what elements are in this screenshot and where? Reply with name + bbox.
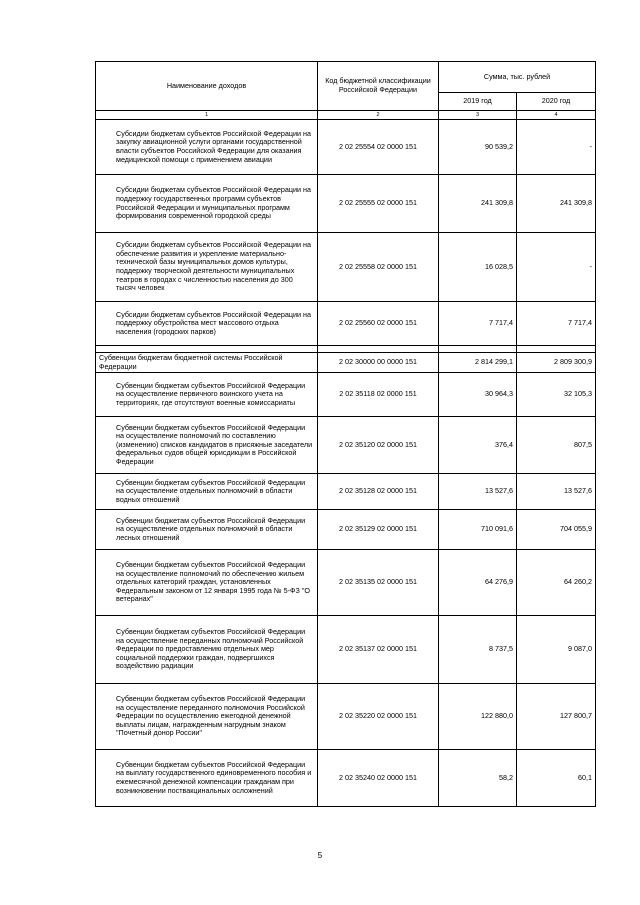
row-value-2019: 122 880,0 bbox=[439, 684, 517, 750]
row-code: 2 02 25555 02 0000 151 bbox=[318, 175, 439, 233]
table-row bbox=[96, 417, 596, 474]
row-code: 2 02 35220 02 0000 151 bbox=[318, 684, 439, 750]
row-value-2020: 127 800,7 bbox=[517, 684, 596, 750]
row-code: 2 02 35129 02 0000 151 bbox=[318, 510, 439, 550]
row-code: 2 02 35137 02 0000 151 bbox=[318, 616, 439, 684]
row-name: Субвенции бюджетам субъектов Российской Федерации на осуществление полномочий по обеспечению жильем отдельных категорий граждан, установленных Федеральным законом от 12 января 1995 года № 5-ФЗ "О ветеранах" bbox=[96, 550, 318, 616]
column-number: 4 bbox=[517, 111, 596, 120]
row-name: Субсидии бюджетам субъектов Российской Федерации на поддержку обустройства мест массового отдыха населения (городских парков) bbox=[96, 302, 318, 346]
row-value-2020: 60,1 bbox=[517, 750, 596, 807]
table-row bbox=[96, 474, 596, 510]
table-row bbox=[96, 373, 596, 417]
row-value-2019: 16 028,5 bbox=[439, 233, 517, 302]
row-value-2020: 64 260,2 bbox=[517, 550, 596, 616]
row-value-2020: 7 717,4 bbox=[517, 302, 596, 346]
row-value-2019: 90 539,2 bbox=[439, 120, 517, 175]
table-row bbox=[96, 616, 596, 684]
table-row bbox=[96, 175, 596, 233]
row-code: 2 02 30000 00 0000 151 bbox=[318, 353, 439, 373]
row-code: 2 02 35240 02 0000 151 bbox=[318, 750, 439, 807]
row-name: Субвенции бюджетам субъектов Российской Федерации на осуществление первичного воинского учета на территориях, где отсутствуют военные комиссариаты bbox=[96, 373, 318, 417]
row-code: 2 02 25554 02 0000 151 bbox=[318, 120, 439, 175]
table-row bbox=[96, 684, 596, 750]
row-value-2019: 64 276,9 bbox=[439, 550, 517, 616]
row-value-2019: 2 814 299,1 bbox=[439, 353, 517, 373]
spacer-row bbox=[96, 346, 596, 353]
table-row bbox=[96, 510, 596, 550]
column-number: 3 bbox=[439, 111, 517, 120]
row-value-2019: 58,2 bbox=[439, 750, 517, 807]
column-numbers-row bbox=[96, 111, 596, 120]
row-name: Субвенции бюджетам субъектов Российской Федерации на осуществление отдельных полномочий в области водных отношений bbox=[96, 474, 318, 510]
row-value-2020: 704 055,9 bbox=[517, 510, 596, 550]
row-value-2019: 8 737,5 bbox=[439, 616, 517, 684]
row-name: Субвенции бюджетам субъектов Российской Федерации на осуществление полномочий по составлению (изменению) списков кандидатов в присяжные заседатели федеральных судов общей юрисдикции в Российской Федерации bbox=[96, 417, 318, 474]
header-code: Код бюджетной классификации Российской Федерации bbox=[318, 62, 439, 111]
row-name: Субвенции бюджетам субъектов Российской Федерации на осуществление отдельных полномочий в области лесных отношений bbox=[96, 510, 318, 550]
row-value-2020: 241 309,8 bbox=[517, 175, 596, 233]
row-name: Субсидии бюджетам субъектов Российской Федерации на закупку авиационной услуги органами государственной власти субъектов Российской Федерации для оказания медицинской помощи с применением авиации bbox=[96, 120, 318, 175]
revenue-table bbox=[95, 61, 596, 807]
table-row bbox=[96, 302, 596, 346]
table-row-total bbox=[96, 353, 596, 373]
row-name: Субсидии бюджетам субъектов Российской Федерации на поддержку государственных программ субъектов Российской Федерации и муниципальных программ формирования современной городской среды bbox=[96, 175, 318, 233]
row-code: 2 02 25560 02 0000 151 bbox=[318, 302, 439, 346]
column-number: 1 bbox=[96, 111, 318, 120]
row-value-2019: 30 964,3 bbox=[439, 373, 517, 417]
row-value-2020: 2 809 300,9 bbox=[517, 353, 596, 373]
table-row bbox=[96, 233, 596, 302]
row-value-2020: 13 527,6 bbox=[517, 474, 596, 510]
table-header-row bbox=[96, 62, 596, 93]
row-name: Субвенции бюджетам бюджетной системы Российской Федерации bbox=[96, 353, 318, 373]
table-row bbox=[96, 550, 596, 616]
row-code: 2 02 35118 02 0000 151 bbox=[318, 373, 439, 417]
column-number: 2 bbox=[318, 111, 439, 120]
row-value-2019: 241 309,8 bbox=[439, 175, 517, 233]
row-code: 2 02 25558 02 0000 151 bbox=[318, 233, 439, 302]
row-name: Субвенции бюджетам субъектов Российской Федерации на выплату государственного единовременного пособия и ежемесячной денежной компенсации гражданам при возникновении поствакцинальных осложнений bbox=[96, 750, 318, 807]
row-name: Субвенции бюджетам субъектов Российской Федерации на осуществление переданных полномочий Российской Федерации по предоставлению отдельных мер социальной поддержки граждан, подвергшихся воздействию радиации bbox=[96, 616, 318, 684]
row-code: 2 02 35128 02 0000 151 bbox=[318, 474, 439, 510]
header-year-2019: 2019 год bbox=[439, 93, 517, 111]
row-value-2020: - bbox=[517, 120, 596, 175]
row-value-2020: - bbox=[517, 233, 596, 302]
row-value-2020: 32 105,3 bbox=[517, 373, 596, 417]
row-value-2019: 710 091,6 bbox=[439, 510, 517, 550]
row-code: 2 02 35120 02 0000 151 bbox=[318, 417, 439, 474]
row-name: Субсидии бюджетам субъектов Российской Федерации на обеспечение развития и укрепление материально-технической базы муниципальных домов культуры, поддержку творческой деятельности муниципальных театров в городах с численностью населения до 300 тысяч человек bbox=[96, 233, 318, 302]
row-value-2019: 7 717,4 bbox=[439, 302, 517, 346]
page-number: 5 bbox=[317, 851, 323, 860]
row-value-2020: 807,5 bbox=[517, 417, 596, 474]
table-row bbox=[96, 120, 596, 175]
header-sum: Сумма, тыс. рублей bbox=[439, 62, 596, 93]
row-name: Субвенции бюджетам субъектов Российской Федерации на осуществление переданного полномочия Российской Федерации по осуществлению ежегодной денежной выплаты лицам, награжденным нагрудным знаком "Почетный донор России" bbox=[96, 684, 318, 750]
header-name: Наименование доходов bbox=[96, 62, 318, 111]
row-value-2019: 13 527,6 bbox=[439, 474, 517, 510]
table-row bbox=[96, 750, 596, 807]
header-year-2020: 2020 год bbox=[517, 93, 596, 111]
row-code: 2 02 35135 02 0000 151 bbox=[318, 550, 439, 616]
row-value-2020: 9 087,0 bbox=[517, 616, 596, 684]
row-value-2019: 376,4 bbox=[439, 417, 517, 474]
